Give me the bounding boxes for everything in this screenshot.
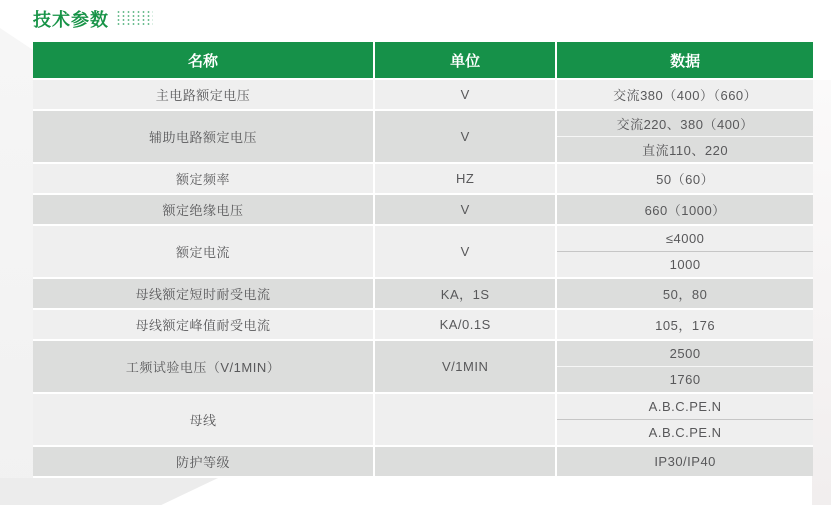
header-cell-data: 数据 (670, 52, 701, 70)
cell-name: 额定频率 (176, 172, 231, 187)
table-row (33, 193, 813, 224)
cell-name: 主电路额定电压 (155, 88, 251, 103)
cell-data: 50，80 (662, 287, 708, 302)
table-row (33, 277, 813, 308)
cell-sub-value: ≤4000 (665, 231, 705, 246)
cell-data (557, 341, 813, 392)
cell-data (557, 226, 813, 277)
cell-sub-value: 1760 (557, 366, 813, 392)
cell-unit: V (373, 111, 557, 162)
table-row (33, 109, 813, 162)
cell-unit (373, 394, 557, 445)
cell-data (557, 111, 813, 162)
table-row (33, 308, 813, 339)
cell-name: 额定绝缘电压 (162, 203, 244, 218)
cell-unit: V (373, 195, 557, 224)
cell-unit: HZ (373, 164, 557, 193)
cell-name: 辅助电路额定电压 (149, 130, 258, 145)
cell-name: 母线额定峰值耐受电流 (135, 318, 271, 333)
cell-name: 工频试验电压（V/1MIN） (125, 360, 281, 375)
table-row (33, 224, 813, 277)
table-row (33, 78, 813, 109)
cell-unit: V (373, 80, 557, 109)
cell-unit: KA，1S (373, 279, 557, 308)
cell-data: 交流380（400）（660） (613, 88, 758, 103)
cell-sub-value: 直流110、220 (557, 136, 813, 162)
cell-unit: V (373, 226, 557, 277)
cell-data: 50（60） (656, 172, 715, 187)
cell-unit (373, 447, 557, 476)
cell-name: 母线额定短时耐受电流 (135, 287, 271, 302)
cell-data (557, 394, 813, 445)
table-row (33, 392, 813, 445)
cell-sub-value: A.B.C.PE.N (557, 419, 813, 445)
cell-sub-value: 1000 (557, 251, 813, 277)
page-title: 技术参数 (33, 10, 109, 30)
cell-unit: KA/0.1S (373, 310, 557, 339)
cell-sub-value: 2500 (669, 346, 701, 361)
bg-diagonal-left-shape (0, 28, 33, 505)
header-cell-name: 名称 (188, 52, 219, 70)
table-header-row (33, 42, 813, 78)
header-cell-unit: 单位 (373, 42, 557, 78)
parameters-table (33, 42, 813, 476)
cell-data: IP30/IP40 (654, 454, 716, 469)
cell-unit: V/1MIN (373, 341, 557, 392)
cell-name: 母线 (189, 413, 217, 428)
cell-sub-value: A.B.C.PE.N (648, 399, 722, 414)
cell-name: 额定电流 (176, 245, 231, 260)
dots-decoration-icon (116, 10, 153, 26)
bg-right-edge-shape (812, 80, 831, 505)
cell-data: 660（1000） (644, 203, 726, 218)
cell-name: 防护等级 (176, 455, 231, 470)
table-row (33, 162, 813, 193)
table-row (33, 339, 813, 392)
cell-data: 105，176 (655, 318, 716, 333)
section-header (33, 6, 153, 32)
cell-sub-value: 交流220、380（400） (616, 117, 754, 132)
table-row (33, 445, 813, 476)
bg-diagonal-bottom-shape (0, 478, 218, 505)
